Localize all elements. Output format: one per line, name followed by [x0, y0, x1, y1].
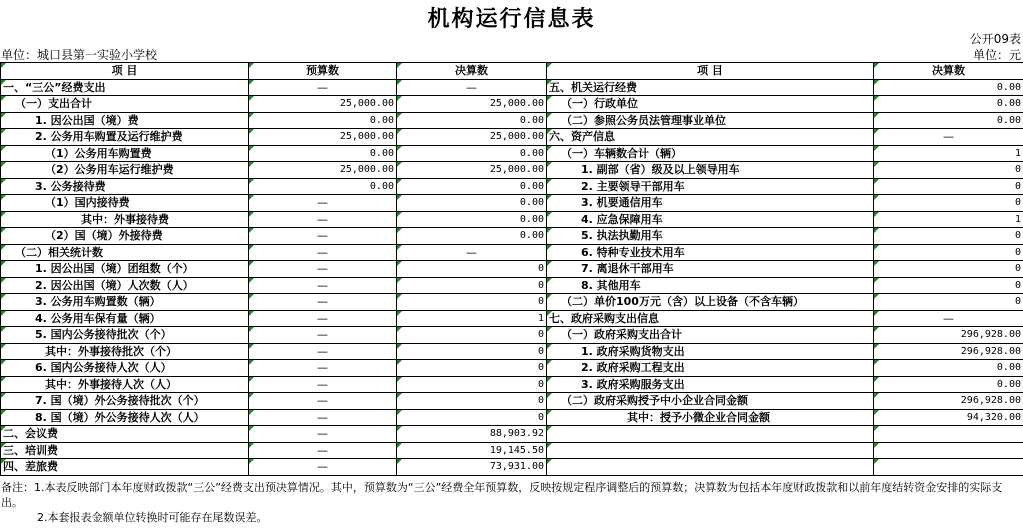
budget-cell: —: [249, 195, 397, 212]
final-left-cell: 0.00: [397, 195, 547, 212]
budget-cell: 0.00: [249, 112, 397, 129]
budget-cell: —: [249, 327, 397, 344]
final-left-cell: 0: [397, 327, 547, 344]
final-right-cell: 0: [874, 228, 1023, 245]
final-left-cell: 0.00: [397, 145, 547, 162]
item-left-cell: 其中：外事接待批次（个）: [1, 343, 249, 360]
final-right-cell: 0: [874, 261, 1023, 278]
final-left-cell: 0: [397, 409, 547, 426]
item-left-cell: 2. 公务用车购置及运行维护费: [1, 129, 249, 146]
final-left-cell: 0.00: [397, 228, 547, 245]
final-left-cell: 0: [397, 393, 547, 410]
final-right-cell: 296,928.00: [874, 393, 1023, 410]
final-left-cell: 88,903.92: [397, 426, 547, 443]
final-right-cell: [874, 459, 1023, 476]
budget-cell: —: [249, 277, 397, 294]
final-right-cell: 1: [874, 211, 1023, 228]
budget-cell: —: [249, 360, 397, 377]
form-number: 公开09表: [969, 32, 1021, 46]
header-row: [1, 63, 1023, 80]
item-right-cell: 六、资产信息: [547, 129, 874, 146]
final-right-cell: 0.00: [874, 112, 1023, 129]
note-2: 2.本套报表金额单位转换时可能存在尾数误差。: [37, 511, 268, 524]
page-title: 机构运行信息表: [427, 6, 596, 32]
table-row: [1, 96, 1023, 113]
final-right-cell: 0.00: [874, 79, 1023, 96]
table-row: [1, 360, 1023, 377]
final-right-cell: 0.00: [874, 360, 1023, 377]
final-left-cell: 0: [397, 277, 547, 294]
notes: [1, 480, 1021, 525]
table-row: [1, 376, 1023, 393]
budget-cell: 25,000.00: [249, 162, 397, 179]
item-right-cell: 3. 机要通信用车: [547, 195, 874, 212]
final-left-cell: 0: [397, 376, 547, 393]
final-right-cell: 0.00: [874, 96, 1023, 113]
final-right-cell: 0: [874, 178, 1023, 195]
item-right-cell: （一）车辆数合计（辆）: [547, 145, 874, 162]
final-left-cell: 25,000.00: [397, 96, 547, 113]
table-row: [1, 409, 1023, 426]
final-left-cell: 1: [397, 310, 547, 327]
item-right-cell: （二）单价100万元（含）以上设备（不含车辆）: [547, 294, 874, 311]
item-right-cell: （一）行政单位: [547, 96, 874, 113]
budget-cell: —: [249, 244, 397, 261]
final-right-cell: 94,320.00: [874, 409, 1023, 426]
table-row: [1, 145, 1023, 162]
item-left-cell: 7. 国（境）外公务接待批次（个）: [1, 393, 249, 410]
budget-cell: 0.00: [249, 178, 397, 195]
item-right-cell: 1. 副部（省）级及以上领导用车: [547, 162, 874, 179]
table-row: [1, 310, 1023, 327]
item-right-cell: 8. 其他用车: [547, 277, 874, 294]
currency-unit: 单位：元: [972, 48, 1021, 62]
final-right-cell: 0: [874, 244, 1023, 261]
final-right-cell: 0: [874, 195, 1023, 212]
final-left-cell: —: [397, 244, 547, 261]
item-right-cell: 2. 主要领导干部用车: [547, 178, 874, 195]
final-left-cell: 0.00: [397, 178, 547, 195]
item-right-cell: 五、机关运行经费: [547, 79, 874, 96]
final-left-cell: 25,000.00: [397, 129, 547, 146]
item-left-cell: （2）公务用车运行维护费: [1, 162, 249, 179]
item-left-cell: 其中：外事接待费: [1, 211, 249, 228]
item-left-cell: 3. 公务用车购置数（辆）: [1, 294, 249, 311]
item-left-cell: 1. 因公出国（境）费: [1, 112, 249, 129]
final-right-cell: —: [874, 310, 1023, 327]
item-left-cell: 一、“三公”经费支出: [1, 79, 249, 96]
table-row: [1, 393, 1023, 410]
budget-cell: —: [249, 343, 397, 360]
budget-cell: —: [249, 426, 397, 443]
item-right-cell: [547, 459, 874, 476]
budget-cell: —: [249, 442, 397, 459]
note-1: 备注：1.本表反映部门本年度财政拨款“三公”经费支出预决算情况。其中，预算数为“三公”经费全年预算数，反映按规定程序调整后的预算数；决算数为包括本年度财政拨款和以前年度结转资金安排的实际支出。: [1, 481, 1003, 509]
item-left-cell: （2）国（境）外接待费: [1, 228, 249, 245]
item-left-cell: 三、培训费: [1, 442, 249, 459]
institution-operation-table: [0, 62, 1023, 476]
final-right-cell: 296,928.00: [874, 327, 1023, 344]
table-row: [1, 277, 1023, 294]
table-row: [1, 261, 1023, 278]
item-left-cell: 四、差旅费: [1, 459, 249, 476]
table-row: [1, 294, 1023, 311]
final-left-cell: 0: [397, 261, 547, 278]
final-right-cell: —: [874, 129, 1023, 146]
item-left-cell: （一）支出合计: [1, 96, 249, 113]
budget-cell: 25,000.00: [249, 96, 397, 113]
final-right-cell: 0: [874, 277, 1023, 294]
final-right-cell: 0: [874, 294, 1023, 311]
final-left-cell: 73,931.00: [397, 459, 547, 476]
table-row: [1, 112, 1023, 129]
budget-cell: —: [249, 409, 397, 426]
item-left-cell: 4. 公务用车保有量（辆）: [1, 310, 249, 327]
final-right-cell: 296,928.00: [874, 343, 1023, 360]
budget-cell: 0.00: [249, 145, 397, 162]
table-row: [1, 244, 1023, 261]
table-row: [1, 327, 1023, 344]
final-right-cell: [874, 442, 1023, 459]
final-right-cell: 0.00: [874, 376, 1023, 393]
item-left-cell: 6. 国内公务接待人次（人）: [1, 360, 249, 377]
budget-cell: —: [249, 261, 397, 278]
final-left-cell: 0.00: [397, 112, 547, 129]
item-right-cell: 5. 执法执勤用车: [547, 228, 874, 245]
final-right-cell: 0: [874, 162, 1023, 179]
table-row: [1, 442, 1023, 459]
col-header-budget: 预算数: [249, 63, 397, 80]
item-right-cell: 3. 政府采购服务支出: [547, 376, 874, 393]
item-right-cell: 1. 政府采购货物支出: [547, 343, 874, 360]
col-header-final-left: 决算数: [397, 63, 547, 80]
table-row: [1, 459, 1023, 476]
budget-cell: —: [249, 79, 397, 96]
item-right-cell: （二）政府采购授予中小企业合同金额: [547, 393, 874, 410]
final-left-cell: 0: [397, 294, 547, 311]
item-right-cell: （一）政府采购支出合计: [547, 327, 874, 344]
item-right-cell: 其中：授予小微企业合同金额: [547, 409, 874, 426]
item-left-cell: 2. 因公出国（境）人次数（人）: [1, 277, 249, 294]
budget-cell: —: [249, 294, 397, 311]
item-right-cell: [547, 442, 874, 459]
table-row: [1, 426, 1023, 443]
item-right-cell: 6. 特种专业技术用车: [547, 244, 874, 261]
item-left-cell: 3. 公务接待费: [1, 178, 249, 195]
table-row: [1, 228, 1023, 245]
item-right-cell: 4. 应急保障用车: [547, 211, 874, 228]
table-row: [1, 79, 1023, 96]
col-header-item-left: 项 目: [1, 63, 249, 80]
item-left-cell: （二）相关统计数: [1, 244, 249, 261]
final-right-cell: 1: [874, 145, 1023, 162]
final-left-cell: 0.00: [397, 211, 547, 228]
table-row: [1, 195, 1023, 212]
item-right-cell: 2. 政府采购工程支出: [547, 360, 874, 377]
budget-cell: —: [249, 310, 397, 327]
table-row: [1, 211, 1023, 228]
budget-cell: —: [249, 211, 397, 228]
item-left-cell: 二、会议费: [1, 426, 249, 443]
item-left-cell: 1. 因公出国（境）团组数（个）: [1, 261, 249, 278]
budget-cell: —: [249, 459, 397, 476]
table-row: [1, 343, 1023, 360]
col-header-item-right: 项 目: [547, 63, 874, 80]
budget-cell: —: [249, 228, 397, 245]
budget-cell: —: [249, 376, 397, 393]
budget-cell: —: [249, 393, 397, 410]
final-left-cell: 25,000.00: [397, 162, 547, 179]
item-left-cell: 其中：外事接待人次（人）: [1, 376, 249, 393]
col-header-final-right: 决算数: [874, 63, 1023, 80]
item-right-cell: [547, 426, 874, 443]
item-left-cell: （1）公务用车购置费: [1, 145, 249, 162]
table-row: [1, 178, 1023, 195]
final-left-cell: 0: [397, 343, 547, 360]
budget-cell: 25,000.00: [249, 129, 397, 146]
item-left-cell: （1）国内接待费: [1, 195, 249, 212]
item-right-cell: 7. 离退休干部用车: [547, 261, 874, 278]
final-right-cell: [874, 426, 1023, 443]
item-left-cell: 8. 国（境）外公务接待人次（人）: [1, 409, 249, 426]
final-left-cell: 0: [397, 360, 547, 377]
item-left-cell: 5. 国内公务接待批次（个）: [1, 327, 249, 344]
table-row: [1, 162, 1023, 179]
final-left-cell: —: [397, 79, 547, 96]
reporting-unit: 单位：城口县第一实验小学校: [1, 48, 158, 62]
final-left-cell: 19,145.50: [397, 442, 547, 459]
item-right-cell: （二）参照公务员法管理事业单位: [547, 112, 874, 129]
table-row: [1, 129, 1023, 146]
item-right-cell: 七、政府采购支出信息: [547, 310, 874, 327]
